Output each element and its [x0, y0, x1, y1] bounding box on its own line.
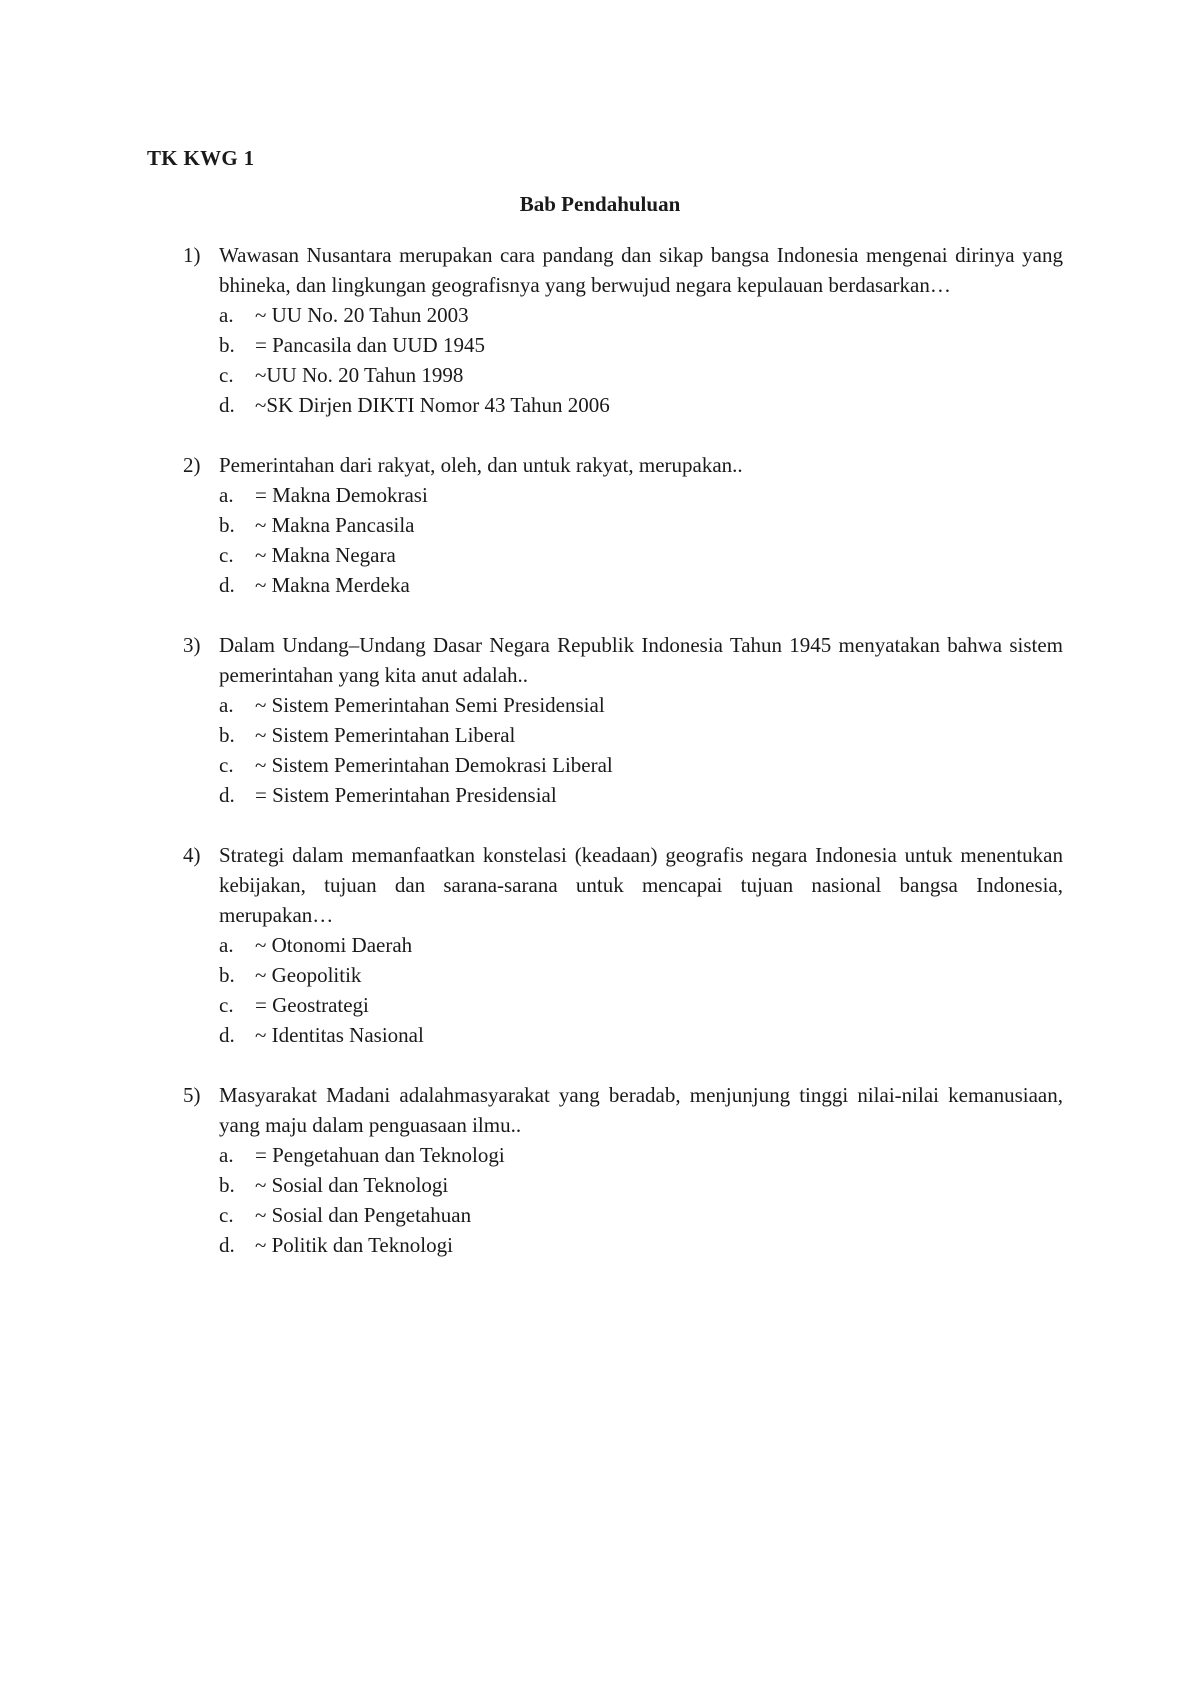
- option-letter: d.: [219, 573, 235, 597]
- question-list: [183, 240, 1063, 1290]
- option-list: [219, 1140, 1063, 1260]
- option-text: ~ Identitas Nasional: [255, 1023, 424, 1047]
- option-letter: d.: [219, 393, 235, 417]
- question-text: Dalam Undang–Undang Dasar Negara Republik Indonesia Tahun 1945 menyatakan bahwa sistem pemerintahan yang kita anut adalah..: [219, 633, 1063, 687]
- option-letter: b.: [219, 963, 235, 987]
- option-text: ~ UU No. 20 Tahun 2003: [255, 303, 469, 327]
- option-d: [219, 1230, 1063, 1260]
- option-d: [219, 390, 1063, 420]
- option-text: = Makna Demokrasi: [255, 483, 428, 507]
- option-text: ~ Sistem Pemerintahan Demokrasi Liberal: [255, 753, 613, 777]
- option-letter: a.: [219, 933, 234, 957]
- document-header: TK KWG 1: [147, 146, 255, 170]
- option-d: [219, 780, 1063, 810]
- option-letter: c.: [219, 753, 234, 777]
- option-list: [219, 480, 1063, 600]
- question-number: 5): [183, 1083, 201, 1107]
- option-c: [219, 540, 1063, 570]
- option-letter: d.: [219, 1023, 235, 1047]
- option-c: [219, 990, 1063, 1020]
- question-text: Wawasan Nusantara merupakan cara pandang dan sikap bangsa Indonesia mengenai dirinya yang bhineka, dan lingkungan geografisnya yang berwujud negara kepulauan berdasarkan…: [219, 243, 1063, 297]
- option-text: ~ Politik dan Teknologi: [255, 1233, 453, 1257]
- option-letter: d.: [219, 1233, 235, 1257]
- option-text: = Geostrategi: [255, 993, 369, 1017]
- question-number: 4): [183, 843, 201, 867]
- option-text: ~ Sosial dan Pengetahuan: [255, 1203, 472, 1227]
- option-letter: b.: [219, 1173, 235, 1197]
- option-list: [219, 930, 1063, 1050]
- option-b: [219, 510, 1063, 540]
- question-1: [183, 240, 1063, 420]
- option-letter: b.: [219, 513, 235, 537]
- option-letter: c.: [219, 543, 234, 567]
- option-text: = Pancasila dan UUD 1945: [255, 333, 485, 357]
- question-4: [183, 840, 1063, 1050]
- option-text: ~SK Dirjen DIKTI Nomor 43 Tahun 2006: [255, 393, 610, 417]
- document-title: Bab Pendahuluan: [519, 192, 681, 216]
- option-letter: b.: [219, 333, 235, 357]
- question-2: [183, 450, 1063, 600]
- option-letter: c.: [219, 993, 234, 1017]
- option-list: [219, 300, 1063, 420]
- option-text: ~ Makna Pancasila: [255, 513, 415, 537]
- option-text: ~ Sosial dan Teknologi: [255, 1173, 449, 1197]
- option-a: [219, 930, 1063, 960]
- option-text: ~ Makna Negara: [255, 543, 396, 567]
- option-text: ~ Otonomi Daerah: [255, 933, 413, 957]
- option-letter: d.: [219, 783, 235, 807]
- question-number: 3): [183, 633, 201, 657]
- option-d: [219, 1020, 1063, 1050]
- question-number: 1): [183, 243, 201, 267]
- option-text: ~ Sistem Pemerintahan Semi Presidensial: [255, 693, 605, 717]
- option-letter: a.: [219, 303, 234, 327]
- option-c: [219, 1200, 1063, 1230]
- option-letter: a.: [219, 483, 234, 507]
- option-letter: b.: [219, 723, 235, 747]
- question-text: Pemerintahan dari rakyat, oleh, dan untuk rakyat, merupakan..: [219, 453, 743, 477]
- option-list: [219, 690, 1063, 810]
- option-text: = Pengetahuan dan Teknologi: [255, 1143, 505, 1167]
- option-letter: a.: [219, 1143, 234, 1167]
- option-b: [219, 1170, 1063, 1200]
- option-a: [219, 480, 1063, 510]
- question-3: [183, 630, 1063, 810]
- option-letter: a.: [219, 693, 234, 717]
- option-text: = Sistem Pemerintahan Presidensial: [255, 783, 557, 807]
- option-b: [219, 330, 1063, 360]
- question-text: Masyarakat Madani adalahmasyarakat yang beradab, menjunjung tinggi nilai-nilai kemanusiaan, yang maju dalam penguasaan ilmu..: [219, 1083, 1063, 1137]
- option-a: [219, 300, 1063, 330]
- option-c: [219, 360, 1063, 390]
- option-b: [219, 960, 1063, 990]
- option-a: [219, 690, 1063, 720]
- question-number: 2): [183, 453, 201, 477]
- question-5: [183, 1080, 1063, 1260]
- option-a: [219, 1140, 1063, 1170]
- option-text: ~UU No. 20 Tahun 1998: [255, 363, 464, 387]
- option-c: [219, 750, 1063, 780]
- option-text: ~ Geopolitik: [255, 963, 362, 987]
- question-text: Strategi dalam memanfaatkan konstelasi (keadaan) geografis negara Indonesia untuk menentukan kebijakan, tujuan dan sarana-sarana untuk mencapai tujuan nasional bangsa Indonesia, merupakan…: [219, 843, 1063, 927]
- option-d: [219, 570, 1063, 600]
- option-letter: c.: [219, 1203, 234, 1227]
- option-b: [219, 720, 1063, 750]
- option-letter: c.: [219, 363, 234, 387]
- option-text: ~ Sistem Pemerintahan Liberal: [255, 723, 516, 747]
- option-text: ~ Makna Merdeka: [255, 573, 410, 597]
